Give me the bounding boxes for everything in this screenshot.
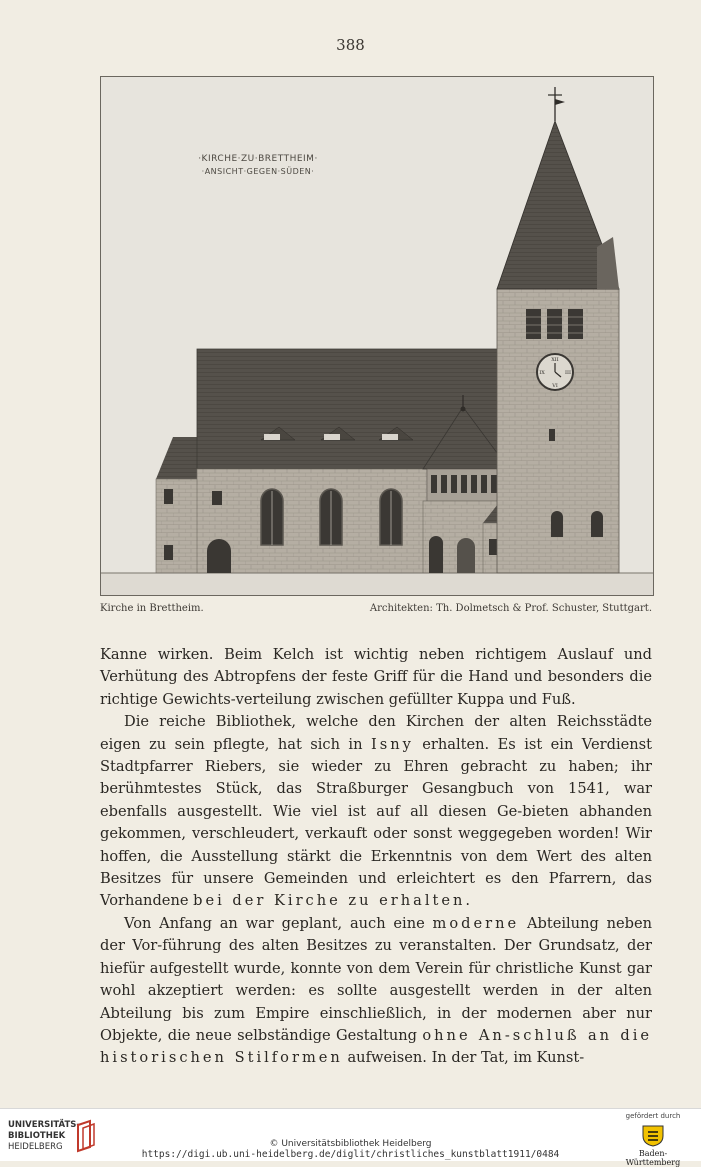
paragraph-3-emphasis: ohne An-schluß an die historischen Stilformen — [100, 1026, 653, 1067]
copyright-notice: © Universitätsbibliothek Heidelberg — [269, 1139, 432, 1149]
paragraph-2-emphasis: bei der Kirche zu erhalten. — [193, 892, 474, 910]
moderne-emphasis: moderne — [432, 914, 520, 932]
paragraph-3-part-a: Von Anfang an war geplant, auch eine — [124, 914, 425, 932]
paragraph-2-part-a: Die reiche Bibliothek, welche den Kirchen der alten Reichsstädte eigen zu sein pflegte, hat sich in — [100, 713, 652, 753]
isny-emphasis: Isny — [370, 735, 414, 753]
funder-name: Baden-Württemberg — [625, 1149, 681, 1167]
figure-caption-right: Architekten: Th. Dolmetsch & Prof. Schuster, Stuttgart. — [369, 603, 652, 614]
paragraph-1: Kanne wirken. Beim Kelch ist wichtig neben richtigem Auslauf und Verhütung des Abtropfens der feste Griff für die Hand und besonders die richtige Gewichts-verteilung zwischen gefüllter Kuppa und Fuß. — [100, 646, 652, 708]
clock-numeral-12: XII — [551, 357, 559, 363]
footer-bar — [0, 1108, 701, 1161]
clock-numeral-3: III — [565, 370, 571, 376]
baden-wuerttemberg-crest-icon — [639, 1123, 667, 1147]
paragraph-3-part-c: aufweisen. In der Tat, im Kunst- — [347, 1049, 585, 1067]
library-name-line3: HEIDELBERG — [8, 1142, 63, 1152]
clock-numeral-9: IX — [539, 370, 545, 376]
paragraph-3-part-b: Abteilung neben der Vor-führung des alten Besitzes zu veranstalten. Der Grundsatz, der hiefür aufgestellt wurde, konnte von dem Verein für christliche Kunst gar wohl akzeptiert werden: es sollte ausgestellt werden in der alten Abteilung bis zum Empire einschließlich, in der modernen aber nur Objekte, die neue selbständige Gestaltung — [100, 914, 653, 1044]
library-name-line2: BIBLIOTHEK — [8, 1131, 66, 1141]
plate-title-line1: ·KIRCHE·ZU·BRETTHEIM· — [198, 154, 318, 164]
library-name-line1: UNIVERSITÄTS- — [8, 1120, 80, 1130]
paragraph-3 — [100, 913, 652, 1070]
paragraph-2-part-b: erhalten. Es ist ein Verdienst Stadtpfarrer Riebers, sie wieder zu Ehren gebracht zu haben; ihr berühmtestes Stück, das Straßburger Gesangbuch von 1541, war ebenfalls ausgestellt. Wie viel ist auf all diesen Ge-bieten abhanden gekommen, verschleudert, verkauft oder sonst weggegeben worden! Wir hoffen, die Ausstellung stärkt die Erkenntnis von dem Wert des alten Besitzes für unsere Gemeinden und erleichtert es den Pfarrern, das Vorhandene — [100, 735, 652, 910]
figure-caption-left: Kirche in Brettheim. — [100, 603, 204, 614]
source-url-link[interactable]: https://digi.ub.uni-heidelberg.de/diglit/christliches_kunstblatt1911/0484 — [141, 1149, 560, 1160]
body-text — [100, 644, 652, 1070]
funded-by-label: gefördert durch — [625, 1112, 681, 1120]
plate-title-line2: ·ANSICHT·GEGEN·SÜDEN· — [201, 167, 315, 176]
paragraph-2 — [100, 711, 652, 913]
clock-numeral-6: VI — [552, 383, 558, 389]
page-number: 388 — [336, 36, 365, 54]
funding-notice — [613, 1112, 693, 1167]
clock-face — [537, 354, 573, 390]
church-illustration — [100, 76, 654, 596]
